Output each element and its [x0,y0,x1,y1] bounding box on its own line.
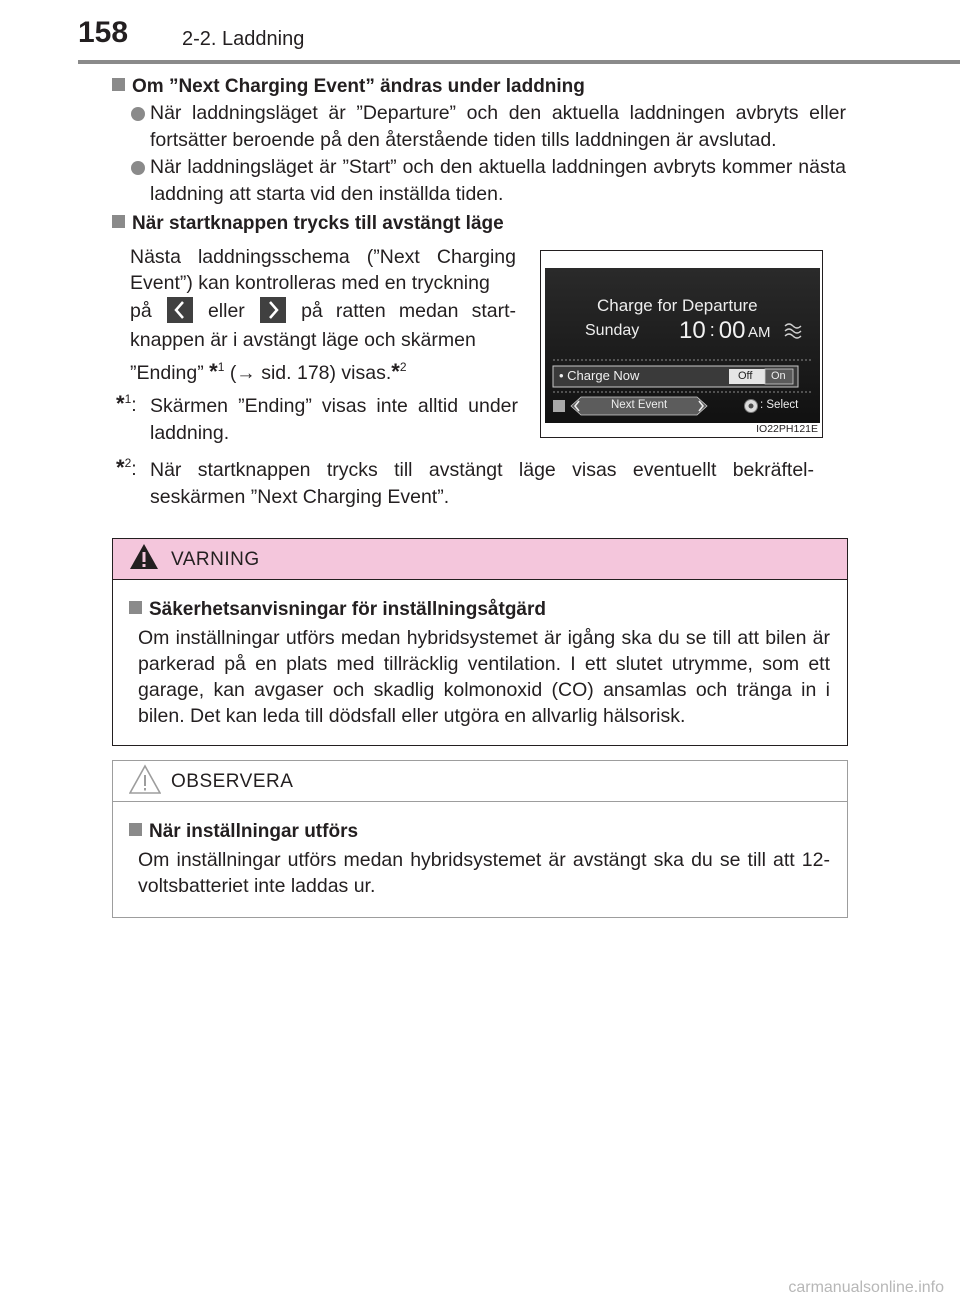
screen-ampm: AM [748,324,771,341]
footnote-number: 2 [124,456,132,470]
footnote-2-text: När startknappen trycks till avstängt läge visas eventuellt bekräftel-seskärmen ”Next Charging Event”. [150,459,814,508]
section-heading-next-charging-event [112,76,585,98]
notice-header [113,761,847,802]
text-ending: ”Ending” [130,362,204,384]
bullet-text-start: När laddningsläget är ”Start” och den aktuella laddningen avbryts kommer nästa laddning att starta vid den inställda tiden. [150,156,846,205]
page-header [0,0,960,64]
screen-title: Charge for Departure [597,296,758,315]
heading-square-icon [129,823,142,836]
heading-text: När startknappen trycks till avstängt läge [132,213,504,234]
multi-info-display [545,268,820,423]
notice-title: OBSERVERA [171,771,294,792]
paragraph-next-charging-event: Nästa laddningsschema (”Next Charging Event”) kan kontrolleras med en tryckning [130,246,516,294]
text-eller: eller [207,300,245,322]
caution-triangle-icon [129,764,161,801]
heading-square-icon [112,215,125,228]
notice-text: Om inställningar utförs medan hybridsystemet är avstängt ska du se till att 12-voltsbatteriet inte laddas ur. [138,849,830,897]
warning-heading-text: Säkerhetsanvisningar för inställningsåtgärd [149,599,546,620]
heading-square-icon [112,78,125,91]
toggle-off: Off [738,370,753,382]
warning-heading [129,599,546,621]
figure-id: IO22PH121E [756,423,818,435]
heading-square-icon [129,601,142,614]
footnote-ref-2: 2 [399,360,407,374]
warning-title: VARNING [171,549,260,570]
header-rule [78,60,960,64]
select-label: : Select [760,399,799,411]
time-minutes: 00 [718,317,746,344]
text-pa: på [130,300,152,322]
warning-triangle-icon [129,542,159,577]
warning-text: Om inställningar utförs medan hybridsystemet är igång ska du se till att bilen är parkerad på en plats med tillräcklig ventilation. I ett slutet utrymme, som ett garage, kan avgaser och skadlig kolmonoxid (CO) ansamlas och tränga in i bilen. Det kan leda till dödsfall eller utgöra en allvarlig hälsorisk. [138,627,830,727]
footnote-star: * [391,359,400,384]
page-reference: (→ sid. 178) visas. [229,362,392,384]
footnote-star: * [209,359,218,384]
text-start-knappen: på ratten medan start-knappen är i avstängt läge och skärmen [130,300,517,351]
bullet-icon [131,161,145,175]
screen-time [679,317,745,345]
paragraph-buttons [130,297,516,355]
time-colon: : [709,320,715,340]
footnote-1-label [116,391,137,417]
footnote-star: * [116,455,125,480]
time-hours: 10 [679,317,706,344]
warning-box [112,538,848,746]
heading-text: Om ”Next Charging Event” ändras under laddning [132,76,585,97]
notice-heading-text: När inställningar utförs [149,821,359,842]
bullet-text-departure: När laddningsläget är ”Departure” och den aktuella laddningen avbryts eller fortsätter beroende på den återstående tiden tills laddningen är avslutad. [150,102,846,151]
right-arrow-key-icon [260,297,286,323]
footnote-colon: : [131,394,137,416]
screen-day: Sunday [585,322,640,339]
charge-now-item: • Charge Now [559,368,640,383]
section-heading-start-button [112,213,504,235]
footnote-ref-1: 1 [217,360,225,374]
footnote-colon: : [131,458,137,480]
section-title: 2-2. Laddning [182,28,305,50]
left-arrow-key-icon [167,297,193,323]
bullet-icon [131,107,145,121]
toggle-on: On [771,370,786,382]
watermark: carmanualsonline.info [788,1279,944,1296]
page-number: 158 [78,16,129,49]
notice-heading [129,821,358,843]
paragraph-ending [130,354,530,387]
next-event-label: Next Event [611,399,668,411]
footnote-1-text: Skärmen ”Ending” visas inte alltid under laddning. [150,395,518,444]
footnote-number: 1 [124,392,132,406]
footnote-2-label [116,455,137,481]
warning-header [113,539,847,580]
footnote-star: * [116,391,125,416]
notice-box [112,760,848,918]
dashboard-screen-figure [540,250,823,438]
